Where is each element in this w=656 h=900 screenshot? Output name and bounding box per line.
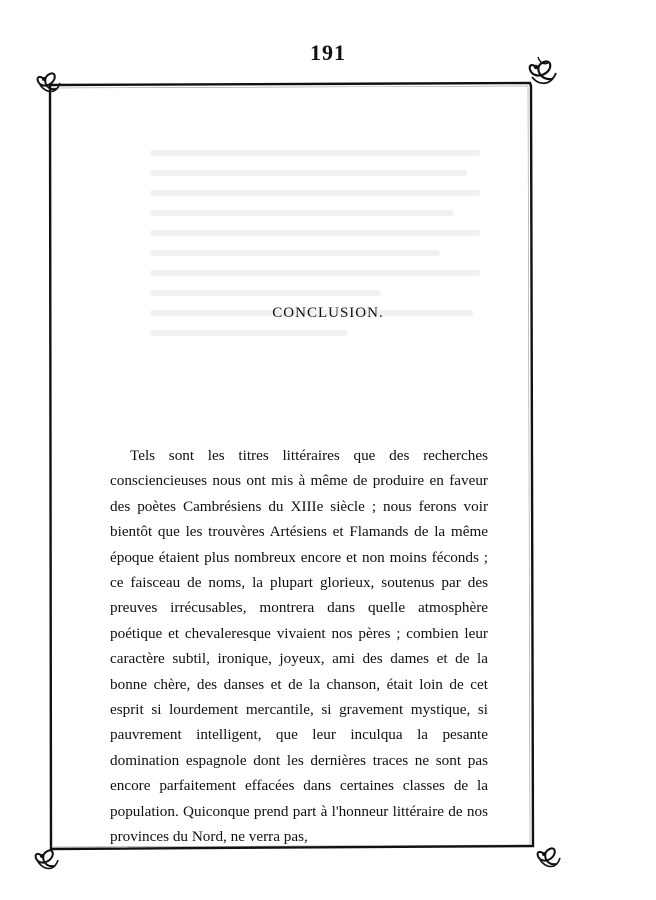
bleed-through-text bbox=[150, 150, 480, 390]
corner-flourish-top-right-icon bbox=[530, 57, 556, 83]
corner-flourish-bottom-right-icon bbox=[538, 848, 560, 866]
body-paragraph: Tels sont les titres littéraires que des recherches consciencieuses nous ont mis à même de produire en faveur des poètes Cambrésiens du XIIIe siècle ; nous ferons voir bientôt que les trouvères Artésiens et Flamands de la même époque étaient plus nombreux encore et non moins féconds ; ce faisceau de noms, la plupart glorieux, soutenus par des preuves irrécusables, montrera dans quelle atmosphère poétique et chevaleresque vivaient nos pères ; combien leur caractère subtil, ironique, joyeux, ami des dames et de la bonne chère, des danses et de la chanson, était loin de cet esprit si lourdement mercantile, si gravement mystique, si pauvrement intelligent, que leur inculqua la pesante domination espagnole dont les dernières traces ne sont pas encore parfaitement effacées dans certaines classes de la population. Quiconque prend part à l'honneur littéraire de nos provinces du Nord, ne verra pas, bbox=[110, 447, 488, 846]
section-heading: CONCLUSION. bbox=[272, 305, 384, 321]
corner-flourish-bottom-left-icon bbox=[36, 850, 58, 868]
page-number: 191 bbox=[310, 40, 346, 65]
corner-flourish-top-left-icon bbox=[38, 73, 60, 91]
